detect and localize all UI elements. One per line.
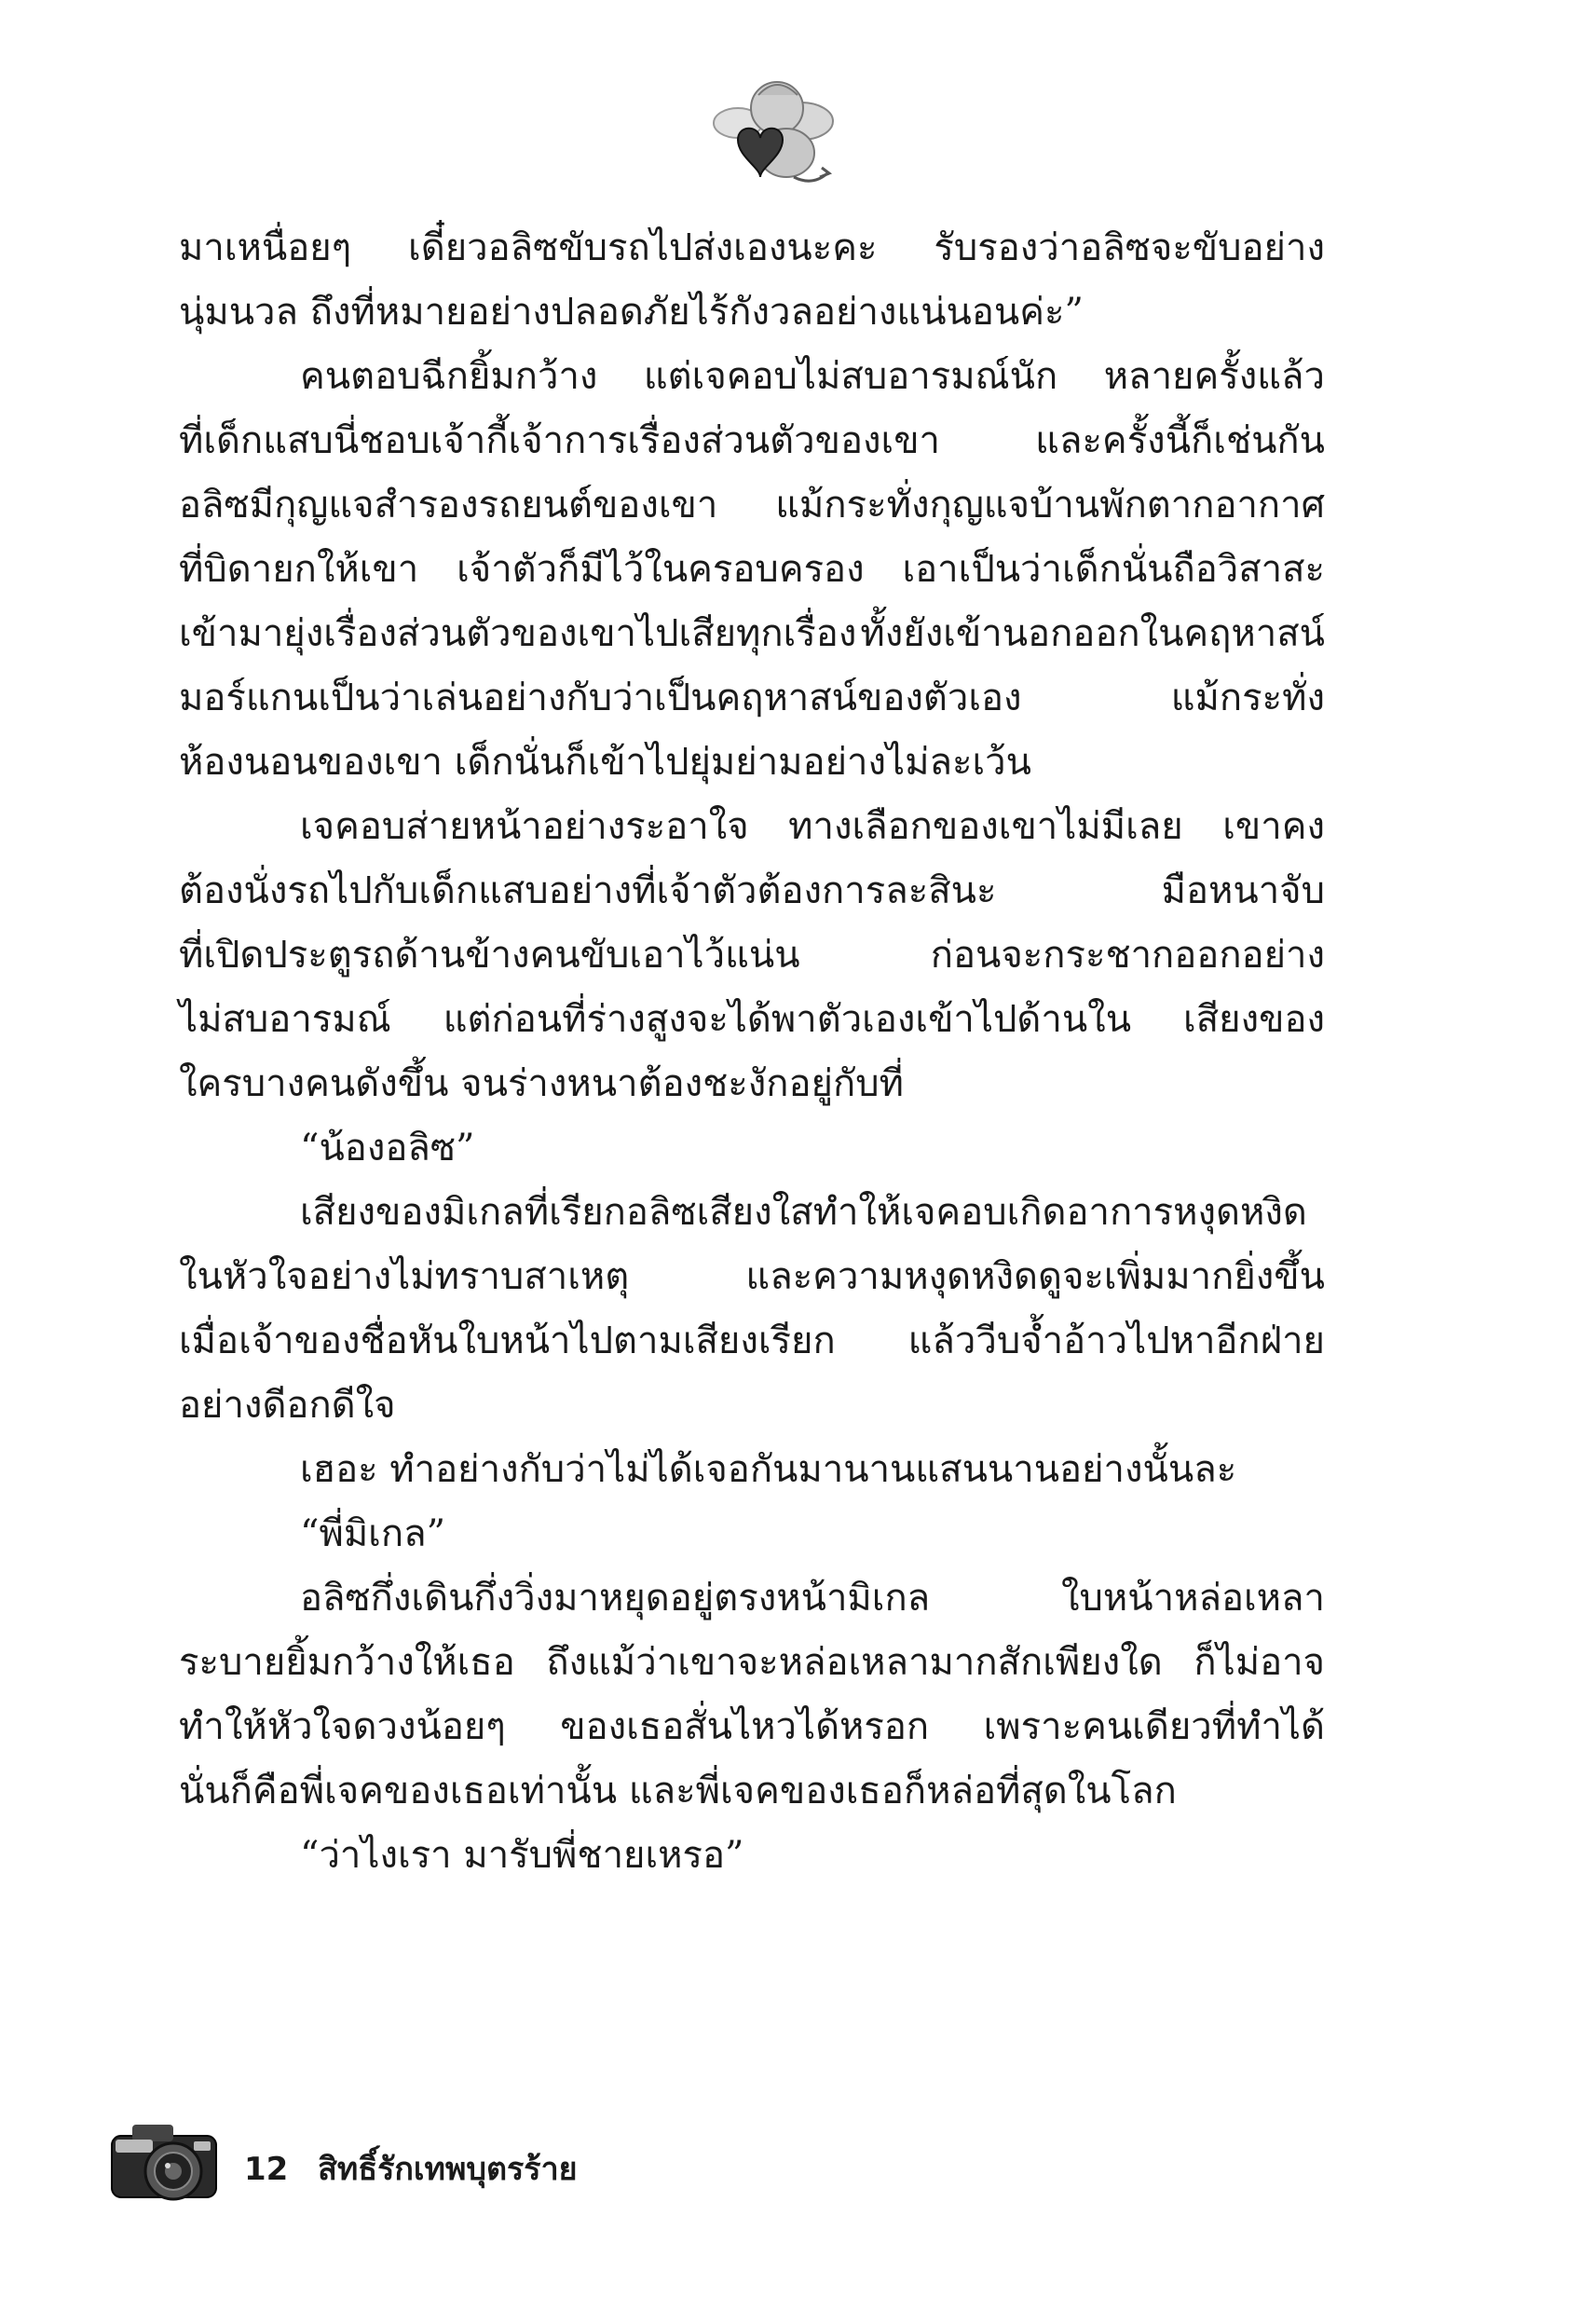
text-line <box>179 795 1325 859</box>
text-line <box>179 923 1325 988</box>
text-word: เมื่อเจ้าของชื่อหันใบหน้าไปตามเสียงเรียก <box>179 1320 836 1362</box>
text-word: เขาคง <box>1222 805 1325 848</box>
text-word: ทำให้หัวใจดวงน้อยๆ <box>179 1705 506 1748</box>
text-word: หลายครั้งแล้ว <box>1103 355 1325 398</box>
text-word: และครั้งนี้ก็เช่นกัน <box>1035 419 1325 462</box>
text-line <box>179 1631 1325 1695</box>
text-word: ของเธอสั่นไหวได้หรอก <box>560 1705 930 1748</box>
text-word: ก็ไม่อาจ <box>1194 1641 1325 1684</box>
text-word: เข้ามายุ่งเรื่องส่วนตัวของเขาไปเสียทุกเรื่อง <box>179 612 857 655</box>
text-word: ที่เด็กแสบนี่ชอบเจ้ากี้เจ้าการเรื่องส่วนตัวของเขา <box>179 419 940 462</box>
text-line <box>179 473 1325 538</box>
cupid-heart-icon <box>701 67 840 198</box>
book-title: สิทธิ์รักเทพบุตรร้าย <box>318 2151 578 2188</box>
text-word: ก่อนจะกระชากออกอย่าง <box>930 934 1325 977</box>
text-word: ทั้งยังเข้านอกออกในคฤหาสน์ <box>860 612 1325 655</box>
text-word: ทางเลือกของเขาไม่มีเลย <box>788 805 1183 848</box>
text-word: ในหัวใจอย่างไม่ทราบสาเหตุ <box>179 1255 630 1298</box>
text-word: เจ้าตัวก็มีไว้ในครอบครอง <box>457 548 865 591</box>
text-word: เสียงของมิเกลที่เรียกอลิซเสียงใสทำให้เจคอบเกิดอาการหงุดหงิด <box>300 1191 1307 1234</box>
text-line: “ว่าไงเรา มารับพี่ชายเหรอ” <box>300 1834 744 1877</box>
text-word: มือหนาจับ <box>1161 869 1325 912</box>
text-word: มอร์แกนเป็นว่าเล่นอย่างกับว่าเป็นคฤหาสน์ของตัวเอง <box>179 677 1022 719</box>
text-word: เพราะคนเดียวที่ทำได้ <box>983 1705 1325 1748</box>
text-line <box>179 602 1325 666</box>
text-word: ที่เปิดประตูรถด้านข้างคนขับเอาไว้แน่น <box>179 934 800 977</box>
text-word: แม้กระทั่ง <box>1170 677 1325 719</box>
text-line <box>179 538 1325 602</box>
text-line <box>179 345 1325 409</box>
text-line <box>179 988 1325 1052</box>
text-word: รับรองว่าอลิซจะขับอย่าง <box>934 226 1325 269</box>
text-line: อย่างดีอกดีใจ <box>179 1384 396 1427</box>
text-word: แม้กระทั่งกุญแจบ้านพักตากอากาศ <box>775 484 1325 526</box>
text-word: เจคอบส่ายหน้าอย่างระอาใจ <box>300 805 749 848</box>
text-word: และความหงุดหงิดดูจะเพิ่มมากยิ่งขึ้น <box>745 1255 1325 1298</box>
text-line <box>179 216 1325 280</box>
text-word: ต้องนั่งรถไปกับเด็กแสบอย่างที่เจ้าตัวต้องการละสินะ <box>179 869 997 912</box>
text-line: เฮอะ ทำอย่างกับว่าไม่ได้เจอกันมานานแสนนานอย่างนั้นละ <box>300 1448 1237 1491</box>
page-footer <box>104 2108 943 2210</box>
text-word: อลิซมีกุญแจสำรองรถยนต์ของเขา <box>179 484 718 526</box>
text-word: ไม่สบอารมณ์ <box>179 998 391 1041</box>
text-word: แล้ววีบจ้ำอ้าวไปหาอีกฝ่าย <box>907 1320 1325 1362</box>
text-word: ระบายยิ้มกว้างให้เธอ <box>179 1641 515 1684</box>
text-line: ห้องนอนของเขา เด็กนั่นก็เข้าไปยุ่มย่ามอย่างไม่ละเว้น <box>179 741 1031 784</box>
body-text <box>179 216 1325 1888</box>
page-folio <box>244 2143 578 2194</box>
text-word: เดี๋ยวอลิซขับรถไปส่งเองนะคะ <box>408 226 878 269</box>
text-word: คนตอบฉีกยิ้มกว้าง <box>300 355 598 398</box>
text-word: เสียงของ <box>1183 998 1325 1041</box>
page-number: 12 <box>244 2151 289 2188</box>
text-word: ใบหน้าหล่อเหลา <box>1060 1577 1325 1620</box>
text-line <box>179 859 1325 923</box>
text-line <box>179 1181 1325 1245</box>
text-word: แต่เจคอบไม่สบอารมณ์นัก <box>643 355 1058 398</box>
text-line: “พี่มิเกล” <box>300 1512 446 1555</box>
text-line: นั่นก็คือพี่เจคของเธอเท่านั้น และพี่เจคของเธอก็หล่อที่สุดในโลก <box>179 1770 1177 1812</box>
text-line <box>179 1245 1325 1309</box>
text-line <box>179 1695 1325 1759</box>
text-word: ถึงแม้ว่าเขาจะหล่อเหลามากสักเพียงใด <box>546 1641 1163 1684</box>
text-word: เอาเป็นว่าเด็กนั่นถือวิสาสะ <box>902 548 1325 591</box>
text-line <box>179 1309 1325 1374</box>
text-line <box>179 666 1325 731</box>
text-line: ใครบางคนดังขึ้น จนร่างหนาต้องชะงักอยู่กับที่ <box>179 1062 904 1105</box>
camera-icon <box>104 2108 225 2210</box>
text-word: แต่ก่อนที่ร่างสูงจะได้พาตัวเองเข้าไปด้านใน <box>443 998 1132 1041</box>
text-word: ที่บิดายกให้เขา <box>179 548 419 591</box>
text-line: นุ่มนวล ถึงที่หมายอย่างปลอดภัยไร้กังวลอย่างแน่นอนค่ะ” <box>179 291 1084 334</box>
text-line: “น้องอลิซ” <box>300 1127 475 1169</box>
text-line <box>179 1566 1325 1631</box>
text-word: มาเหนื่อยๆ <box>179 226 352 269</box>
text-word: อลิซกึ่งเดินกึ่งวิ่งมาหยุดอยู่ตรงหน้ามิเกล <box>300 1577 931 1620</box>
text-line <box>179 409 1325 473</box>
